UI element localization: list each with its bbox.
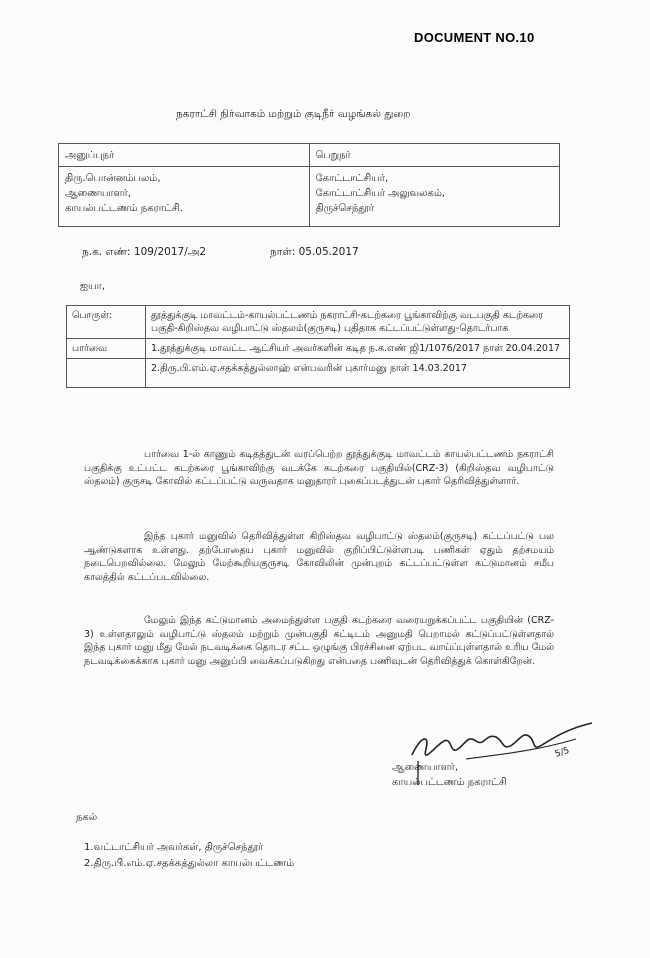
- reference-label: பார்வை: [67, 339, 146, 359]
- sender-office: காயல்பட்டணம் நகராட்சி.: [65, 203, 183, 214]
- copy-to-2: 2.திரு.பி.எம்.ஏ.சதக்கத்துல்லா காயல்பட்டணம்: [84, 858, 295, 869]
- body-paragraph-2: இந்த புகார் மனுவில் தெரிவித்துள்ள கிறிஸ்தவ வழிபாட்டு ஸ்தலம்(குருசடி) கட்டப்பட்டு பல ஆண்டுகளாக உள்ளது. தற்போதைய புகார் மனுவில் குறிப்பிட்டுள்ளபடி பணிகள் ஏதும் தற்சமயம் நடைபெறவில்லை. மேலும் மேற்கூறியகுருசடி கோவிலின் முன்புறம் கட்டப்பட்டுள்ள கட்டுமானம் சமீப காலத்தில் கட்டப்படவில்லை.: [84, 531, 554, 583]
- subject-table: [66, 305, 570, 388]
- document-number: DOCUMENT NO.10: [414, 30, 535, 45]
- reference-number: ந.க. எண்: 109/2017/அ2: [82, 246, 207, 258]
- recipient-label: பெறுநர்: [310, 148, 560, 167]
- reference-row-2: [67, 359, 570, 388]
- recipient-office: கோட்டாட்சியர் அலுவலகம்,: [315, 188, 446, 199]
- reference-2: 2.திரு.பி.எம்.ஏ.சதக்கத்துல்லாஹ் என்பவரின் புகார்மனு நாள் 14.03.2017: [146, 359, 570, 388]
- sender-label: அனுப்புநர்: [59, 148, 309, 167]
- department-heading: நகராட்சி நிர்வாகம் மற்றும் குடிநீர் வழங்கல் துறை: [176, 108, 411, 120]
- subject-text: தூத்துக்குடி மாவட்டம்-காயல்பட்டணம் நகராட்சி-கடற்கரை பூங்காவிற்கு வடபகுதி கடற்கரை பகுதி-கிறிஸ்தவ வழிபாட்டு ஸ்தலம்(குருசடி) புதிதாக கட்டப்பட்டுள்ளது-தொடர்பாக: [146, 306, 570, 339]
- salutation: ஐயா,: [80, 281, 106, 292]
- subject-row: [67, 306, 570, 339]
- body-paragraph-3: மேலும் இந்த கட்டுமானம் அமைந்துள்ள பகுதி கடற்கரை வரையறுக்கப்பட்ட பகுதியின் (CRZ-3) உள்ளதாலும் வழிபாட்டு ஸ்தலம் மற்றும் முன்பகுதி கட்டிடம் அனுமதி பெறாமல் கட்டுப்பட்டுள்ளதால் இந்த புகார் மனு மீது மேல் நடவடிக்கை தொடர சட்ட ஒழுங்கு பிரச்சினை ஏற்பட வாய்ப்புள்ளதால் உரிய மேல் நடவடிக்கைக்காக புகார் மனு அனுப்பி வைக்கப்படுகிறது என்பதை பணிவுடன் தெரிவித்துக் கொள்கிறேன்.: [84, 615, 554, 667]
- signatory-office: காயல்பட்டணம் நகராட்சி: [392, 777, 507, 788]
- copy-label: நகல்: [76, 812, 98, 823]
- reference-row-1: [67, 339, 570, 359]
- recipient-title: கோட்டாட்சியர்,: [315, 173, 389, 184]
- signatory-title: ஆணையாளர்,: [392, 762, 459, 773]
- recipient-place: திருச்செந்தூர்: [315, 203, 374, 214]
- copy-to-1: 1.வட்டாட்சியர் அவர்கள், திருச்செந்தூர்: [84, 842, 264, 853]
- subject-label: பொருள்:: [67, 306, 146, 339]
- signatory-block: [392, 760, 507, 790]
- address-box: [58, 143, 560, 227]
- sender-block: [59, 144, 309, 226]
- letter-date: நாள்: 05.05.2017: [270, 246, 359, 258]
- body-paragraph-1: பார்வை 1-ல் காணும் கடிதத்துடன் வரப்பெற்ற தூத்துக்குடி மாவட்டம் காயல்பட்டணம் நகராட்சி பகுதிக்கு உட்பட்ட கடற்கரை பூங்காவிற்கு வடக்கே கடற்கரை பகுதியில்(CRZ-3) (கிறிஸ்தவ வழிபாட்டு ஸ்தலம்) குருசடி கோவில் கட்டப்பட்டு வருவதாக மனுதாரர் புகைப்படத்துடன் புகார் தெரிவித்துள்ளார்.: [84, 449, 554, 487]
- recipient-block: [309, 144, 560, 226]
- sender-name: திரு.பொன்னம்பலம்,: [65, 173, 161, 184]
- reference-1: 1.தூத்துக்குடி மாவட்ட ஆட்சியர் அவர்களின் கடித ந.க.எண் ஜி1/1076/2017 நாள் 20.04.2017: [146, 339, 570, 359]
- signature-date: 5/5: [553, 745, 571, 760]
- sender-title: ஆணையாளர்,: [65, 188, 132, 199]
